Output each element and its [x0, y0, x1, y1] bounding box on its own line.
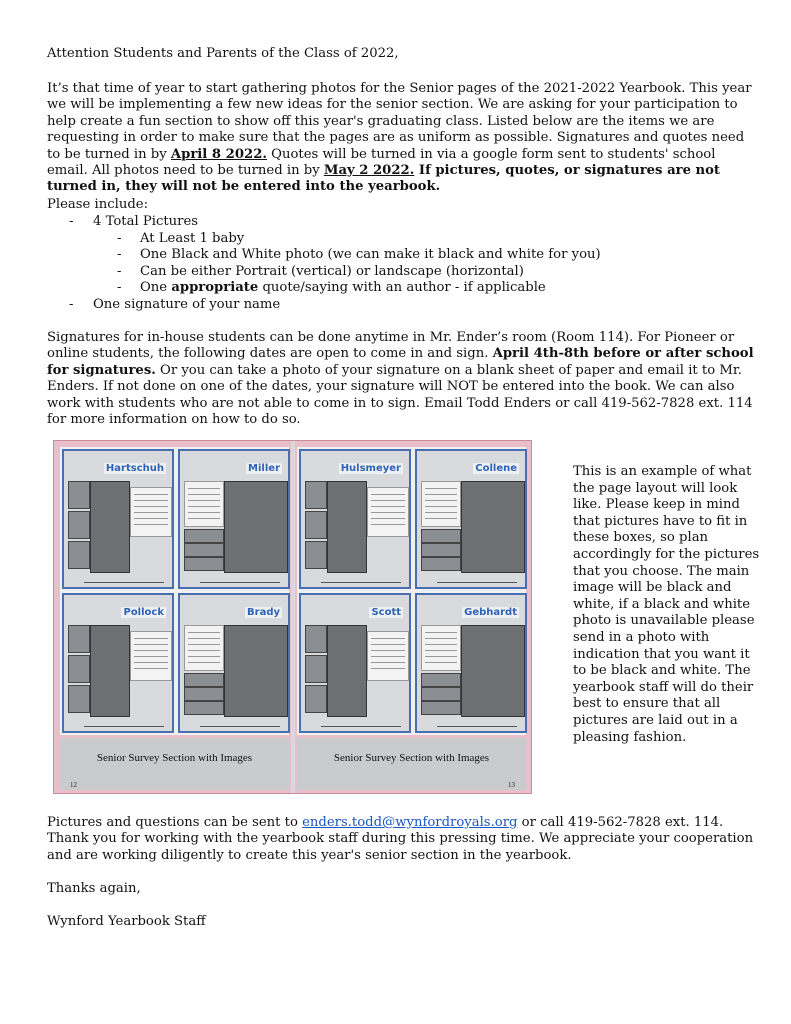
email-link[interactable]: enders.todd@wynfordroyals.org — [302, 815, 518, 830]
senior-name: Scott — [371, 607, 401, 618]
quote-box — [367, 487, 409, 537]
main-photo — [224, 625, 288, 717]
photo-thumbnail — [421, 701, 461, 715]
photo-thumbnail — [68, 541, 90, 569]
senior-cell — [415, 449, 527, 589]
main-photo — [461, 625, 525, 717]
list-item: Can be either Portrait (vertical) or landscape (horizontal) — [140, 264, 524, 279]
quote-box — [421, 625, 461, 671]
signature-line — [321, 716, 401, 727]
bullet-dash: - — [117, 264, 122, 279]
photo-thumbnail — [305, 625, 327, 653]
yearbook-layout-sample — [53, 440, 532, 794]
intro-warning: If pictures, quotes, or signatures are not turned in, they will not be entered into the yearbook. — [47, 163, 721, 195]
signoff: Wynford Yearbook Staff — [47, 914, 206, 929]
signature-line — [84, 716, 164, 727]
photo-thumbnail — [184, 673, 224, 687]
contact-paragraph: Pictures and questions can be sent to enders.todd@wynfordroyals.org or call 419-562-7828 ext. 114. Thank you for working with the yearbook staff during this pressing time. We appreciate your cooperation and are working diligently to create this year's senior section in the yearbook. — [47, 815, 754, 863]
senior-cell — [62, 593, 174, 733]
page-gutter — [291, 441, 295, 794]
photo-thumbnail — [305, 511, 327, 539]
signature-line — [321, 572, 401, 583]
signature-line — [200, 572, 280, 583]
photo-thumbnail — [184, 529, 224, 543]
include-heading: Please include: — [47, 197, 149, 212]
signature-line — [200, 716, 280, 727]
quote-box — [421, 481, 461, 527]
layout-caption: This is an example of what the page layout will look like. Please keep in mind that pictures have to fit in these boxes, so plan accordingly for the pictures that you choose. The main image will be black and white, if a black and white photo is unavailable please send in a photo with indication that you want it to be black and white. The yearbook staff will do their best to ensure that all pictures are laid out in a pleasing fashion. — [573, 464, 760, 745]
main-photo — [90, 481, 130, 573]
thanks: Thanks again, — [47, 881, 141, 896]
bullet-dash: - — [69, 214, 74, 229]
list-item: One Black and White photo (we can make it black and white for you) — [140, 247, 601, 262]
photo-thumbnail — [421, 543, 461, 557]
bullet-dash: - — [69, 297, 74, 312]
senior-name: Hartschuh — [105, 463, 164, 474]
photo-thumbnail — [305, 481, 327, 509]
quote-box — [130, 631, 172, 681]
intro-text-2: Quotes will be turned in via a google form sent to students' school email. All photos need to be turned in by — [47, 146, 716, 179]
quotes-deadline: April 8 2022. — [170, 146, 267, 162]
senior-cell — [299, 449, 411, 589]
quote-box — [184, 625, 224, 671]
senior-name: Miller — [248, 463, 280, 474]
photo-thumbnail — [305, 541, 327, 569]
bullet-dash: - — [117, 280, 122, 295]
photo-thumbnail — [184, 557, 224, 571]
photo-thumbnail — [184, 687, 224, 701]
photo-thumbnail — [68, 685, 90, 713]
list-item: One appropriate quote/saying with an author - if applicable — [140, 280, 546, 295]
signature-line — [84, 572, 164, 583]
senior-cell — [178, 593, 290, 733]
signature-line — [437, 572, 517, 583]
photo-thumbnail — [184, 543, 224, 557]
photo-thumbnail — [68, 481, 90, 509]
main-photo — [327, 625, 367, 717]
main-photo — [224, 481, 288, 573]
senior-cell — [415, 593, 527, 733]
survey-section-right — [297, 738, 526, 790]
main-photo — [327, 481, 367, 573]
senior-name: Collene — [475, 463, 517, 474]
photo-thumbnail — [305, 655, 327, 683]
survey-label: Senior Survey Section with Images — [96, 752, 253, 764]
list-item: At Least 1 baby — [140, 231, 245, 246]
survey-section-left — [60, 738, 289, 790]
main-photo — [90, 625, 130, 717]
quote-box — [367, 631, 409, 681]
page-number: 12 — [70, 781, 77, 789]
senior-cell — [299, 593, 411, 733]
intro-paragraph — [47, 81, 757, 196]
signature-line — [437, 716, 517, 727]
photo-thumbnail — [305, 685, 327, 713]
signing-dates: April 4th-8th before or after school for signatures. — [47, 346, 754, 378]
senior-cell — [178, 449, 290, 589]
bullet-dash: - — [117, 247, 122, 262]
photo-thumbnail — [68, 655, 90, 683]
photo-thumbnail — [68, 511, 90, 539]
senior-name: Pollock — [123, 607, 164, 618]
senior-name: Gebhardt — [464, 607, 517, 618]
page-number: 13 — [508, 781, 515, 789]
photo-thumbnail — [68, 625, 90, 653]
photos-deadline: May 2 2022. — [323, 163, 415, 179]
list-item: One signature of your name — [93, 297, 281, 312]
senior-name: Hulsmeyer — [340, 463, 401, 474]
main-photo — [461, 481, 525, 573]
photo-thumbnail — [184, 701, 224, 715]
photo-thumbnail — [421, 529, 461, 543]
photo-thumbnail — [421, 687, 461, 701]
quote-box — [184, 481, 224, 527]
list-item: 4 Total Pictures — [93, 214, 199, 229]
photo-thumbnail — [421, 557, 461, 571]
survey-label: Senior Survey Section with Images — [333, 752, 490, 764]
signatures-paragraph: Signatures for in-house students can be done anytime in Mr. Ender’s room (Room 114). For Pioneer or online students, the following dates are open to come in and sign. April 4th-8th before or after school for signatures. Or you can take a photo of your signature on a blank sheet of paper and email it to Mr. Enders. If not done on one of the dates, your signature will NOT be entered into the book. We can also work with students who are not able to come in to sign. Email Todd Enders or call 419-562-7828 ext. 114 for more information on how to do so. — [47, 330, 754, 428]
senior-name: Brady — [247, 607, 280, 618]
greeting: Attention Students and Parents of the Class of 2022, — [47, 46, 399, 61]
intro-text-1: It’s that time of year to start gathering photos for the Senior pages of the 2021-2022 Yearbook. This year we will be implementing a few new ideas for the senior section. We are asking for your participation to help create a fun section to show off this year's graduating class. Listed below are the items we are requesting in order to make sure that the pages are as uniform as possible. Signatures and quotes need to be turned in by — [47, 81, 752, 162]
bullet-dash: - — [117, 231, 122, 246]
senior-cell — [62, 449, 174, 589]
quote-box — [130, 487, 172, 537]
photo-thumbnail — [421, 673, 461, 687]
